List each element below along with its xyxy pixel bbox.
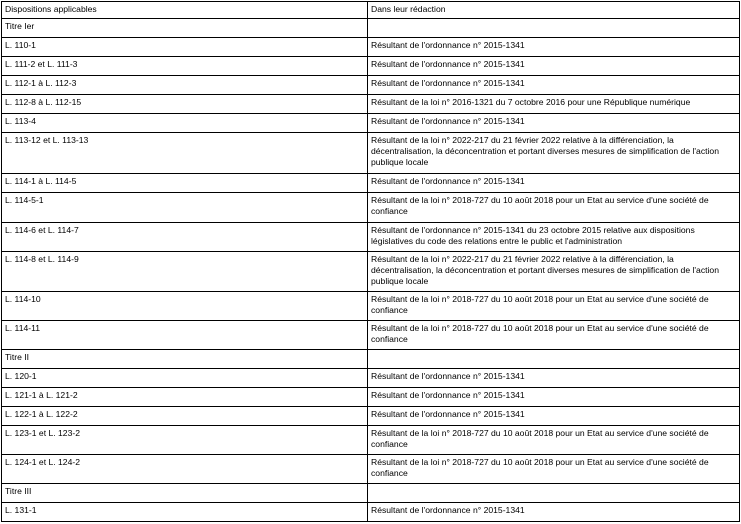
cell-disposition: L. 131-1 xyxy=(2,503,368,522)
cell-disposition: L. 110-1 xyxy=(2,38,368,57)
cell-redaction: Résultant de la loi n° 2016-1321 du 7 octobre 2016 pour une République numérique xyxy=(368,95,740,114)
table-row xyxy=(2,292,740,321)
cell-redaction xyxy=(368,484,740,503)
cell-redaction: Résultant de l'ordonnance n° 2015-1341 xyxy=(368,76,740,95)
cell-redaction: Résultant de la loi n° 2018-727 du 10 août 2018 pour un Etat au service d'une société de confiance xyxy=(368,455,740,484)
table-row xyxy=(2,114,740,133)
dispositions-table xyxy=(1,1,740,522)
column-header-dispositions: Dispositions applicables xyxy=(2,2,368,19)
table-row xyxy=(2,321,740,350)
table-row xyxy=(2,95,740,114)
cell-redaction: Résultant de l'ordonnance n° 2015-1341 xyxy=(368,388,740,407)
cell-redaction: Résultant de l'ordonnance n° 2015-1341 xyxy=(368,407,740,426)
cell-disposition: L. 114-10 xyxy=(2,292,368,321)
cell-disposition: Titre II xyxy=(2,350,368,369)
cell-disposition: L. 114-11 xyxy=(2,321,368,350)
cell-disposition: L. 114-8 et L. 114-9 xyxy=(2,252,368,292)
table-row xyxy=(2,133,740,174)
cell-redaction: Résultant de la loi n° 2018-727 du 10 août 2018 pour un Etat au service d'une société de confiance xyxy=(368,426,740,455)
cell-redaction: Résultant de l'ordonnance n° 2015-1341 xyxy=(368,114,740,133)
cell-redaction: Résultant de l'ordonnance n° 2015-1341 xyxy=(368,503,740,522)
table-row xyxy=(2,369,740,388)
cell-redaction: Résultant de la loi n° 2018-727 du 10 août 2018 pour un Etat au service d'une société de confiance xyxy=(368,321,740,350)
column-header-redaction: Dans leur rédaction xyxy=(368,2,740,19)
cell-redaction: Résultant de la loi n° 2022-217 du 21 février 2022 relative à la différenciation, la décentralisation, la déconcentration et portant diverses mesures de simplification de l'action publique locale xyxy=(368,133,740,174)
cell-redaction: Résultant de la loi n° 2022-217 du 21 février 2022 relative à la différenciation, la décentralisation, la déconcentration et portant diverses mesures de simplification de l'action publique locale xyxy=(368,252,740,292)
cell-redaction: Résultant de l'ordonnance n° 2015-1341 xyxy=(368,369,740,388)
cell-redaction xyxy=(368,350,740,369)
cell-redaction xyxy=(368,19,740,38)
table-row xyxy=(2,76,740,95)
table-row xyxy=(2,503,740,522)
cell-disposition: L. 114-6 et L. 114-7 xyxy=(2,223,368,252)
cell-disposition: Titre III xyxy=(2,484,368,503)
cell-disposition: L. 113-4 xyxy=(2,114,368,133)
table-row xyxy=(2,407,740,426)
cell-redaction: Résultant de l'ordonnance n° 2015-1341 xyxy=(368,38,740,57)
cell-redaction: Résultant de l'ordonnance n° 2015-1341 du 23 octobre 2015 relative aux dispositions législatives du code des relations entre le public et l'administration xyxy=(368,223,740,252)
table-row xyxy=(2,38,740,57)
table-row xyxy=(2,252,740,292)
table-row xyxy=(2,57,740,76)
cell-disposition: L. 112-1 à L. 112-3 xyxy=(2,76,368,95)
cell-disposition: L. 114-1 à L. 114-5 xyxy=(2,174,368,193)
table-row xyxy=(2,484,740,503)
table-row xyxy=(2,174,740,193)
cell-disposition: L. 121-1 à L. 121-2 xyxy=(2,388,368,407)
table-row xyxy=(2,193,740,223)
table-row xyxy=(2,19,740,38)
table-row xyxy=(2,388,740,407)
table-row xyxy=(2,223,740,252)
cell-redaction: Résultant de l'ordonnance n° 2015-1341 xyxy=(368,57,740,76)
cell-redaction: Résultant de la loi n° 2018-727 du 10 août 2018 pour un Etat au service d'une société de confiance xyxy=(368,193,740,223)
table-header-row xyxy=(2,2,740,19)
cell-redaction: Résultant de la loi n° 2018-727 du 10 août 2018 pour un Etat au service d'une société de confiance xyxy=(368,292,740,321)
cell-disposition: Titre Ier xyxy=(2,19,368,38)
cell-disposition: L. 122-1 à L. 122-2 xyxy=(2,407,368,426)
cell-disposition: L. 112-8 à L. 112-15 xyxy=(2,95,368,114)
cell-disposition: L. 114-5-1 xyxy=(2,193,368,223)
cell-redaction: Résultant de l'ordonnance n° 2015-1341 xyxy=(368,174,740,193)
cell-disposition: L. 124-1 et L. 124-2 xyxy=(2,455,368,484)
table-row xyxy=(2,350,740,369)
cell-disposition: L. 123-1 et L. 123-2 xyxy=(2,426,368,455)
table-row xyxy=(2,426,740,455)
cell-disposition: L. 120-1 xyxy=(2,369,368,388)
cell-disposition: L. 113-12 et L. 113-13 xyxy=(2,133,368,174)
cell-disposition: L. 111-2 et L. 111-3 xyxy=(2,57,368,76)
table-row xyxy=(2,455,740,484)
